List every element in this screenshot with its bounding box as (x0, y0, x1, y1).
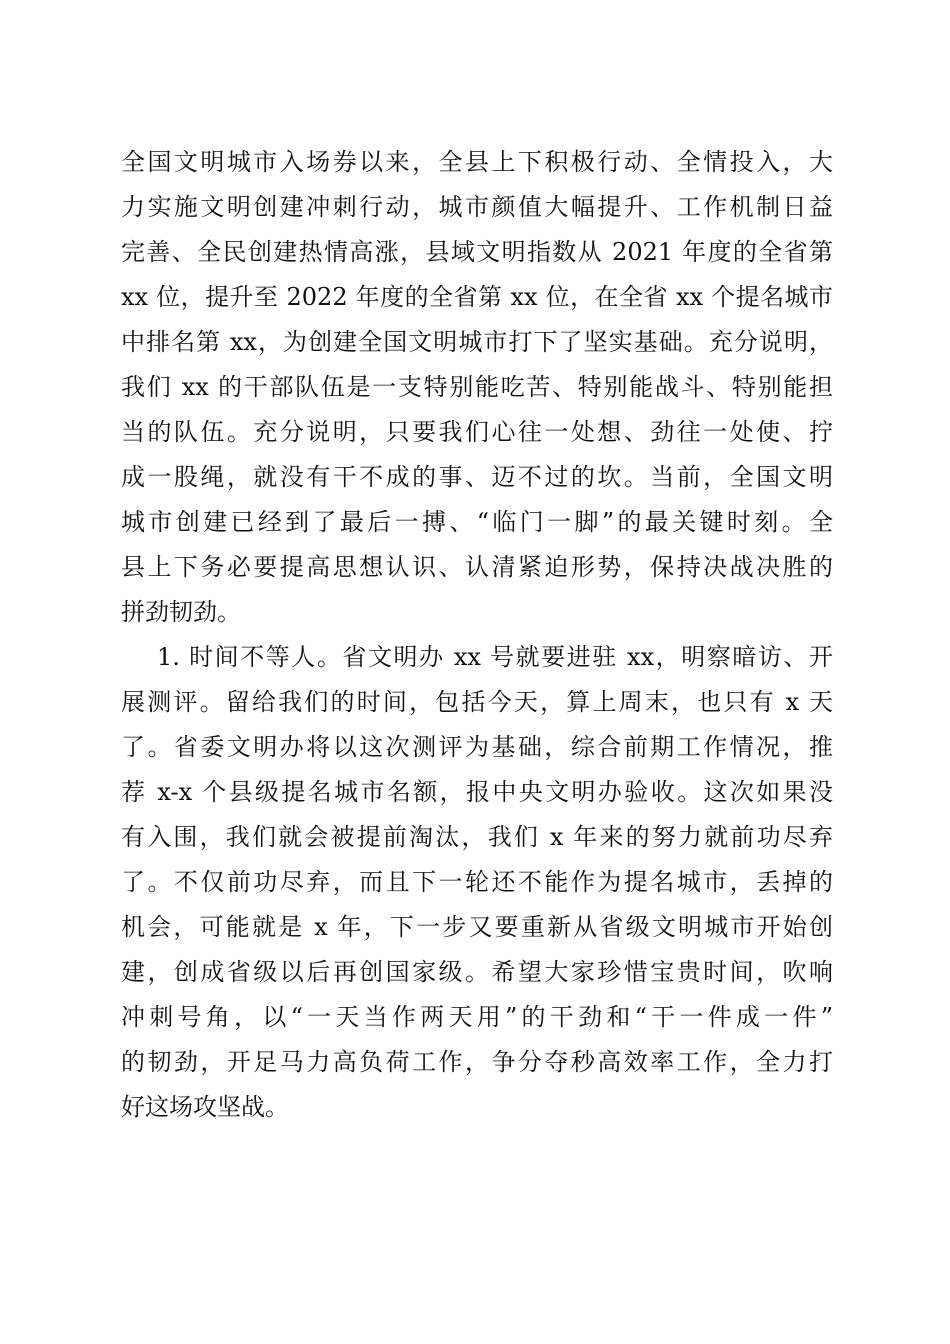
text-line: 全国文明城市入场券以来，全县上下积极行动、全情投入，大 (121, 148, 833, 176)
text-line: 了。不仅前功尽弃，而且下一轮还不能作为提名城市，丢掉的 (121, 868, 833, 896)
document-body (121, 140, 833, 1130)
text-line: 我们 xx 的干部队伍是一支特别能吃苦、特别能战斗、特别能担 (121, 373, 833, 401)
text-line: 荐 x-x 个县级提名城市名额，报中央文明办验收。这次如果没 (121, 778, 833, 806)
text-line: 建，创成省级以后再创国家级。希望大家珍惜宝贵时间，吹响 (121, 958, 833, 986)
text-line: 冲刺号角，以“一天当作两天用”的干劲和“干一件成一件” (121, 1003, 833, 1031)
text-line: 县上下务必要提高思想认识、认清紧迫形势，保持决战决胜的 (121, 553, 833, 581)
text-line: 力实施文明创建冲刺行动，城市颜值大幅提升、工作机制日益 (121, 193, 833, 221)
text-line: xx 位，提升至 2022 年度的全省第 xx 位，在全省 xx 个提名城市 (121, 283, 833, 311)
text-line: 有入围，我们就会被提前淘汰，我们 x 年来的努力就前功尽弃 (121, 823, 833, 851)
text-line: 中排名第 xx，为创建全国文明城市打下了坚实基础。充分说明， (121, 328, 833, 356)
text-line: 当的队伍。充分说明，只要我们心往一处想、劲往一处使、拧 (121, 418, 833, 446)
text-line: 拼劲韧劲。 (121, 598, 241, 626)
text-line: 的韧劲，开足马力高负荷工作，争分夺秒高效率工作，全力打 (121, 1048, 833, 1076)
text-line: 完善、全民创建热情高涨，县域文明指数从 2021 年度的全省第 (121, 238, 833, 266)
text-line: 城市创建已经到了最后一搏、“临门一脚”的最关键时刻。全 (121, 508, 833, 536)
text-line: 了。省委文明办将以这次测评为基础，综合前期工作情况，推 (121, 733, 833, 761)
text-line: 1. 时间不等人。省文明办 xx 号就要进驻 xx，明察暗访、开 (157, 643, 833, 671)
text-line: 好这场攻坚战。 (121, 1093, 289, 1121)
text-line: 机会，可能就是 x 年，下一步又要重新从省级文明城市开始创 (121, 913, 833, 941)
paragraph-2 (121, 635, 833, 1130)
paragraph-1 (121, 140, 833, 635)
text-line: 展测评。留给我们的时间，包括今天，算上周末，也只有 x 天 (121, 688, 833, 716)
text-line: 成一股绳，就没有干不成的事、迈不过的坎。当前，全国文明 (121, 463, 833, 491)
